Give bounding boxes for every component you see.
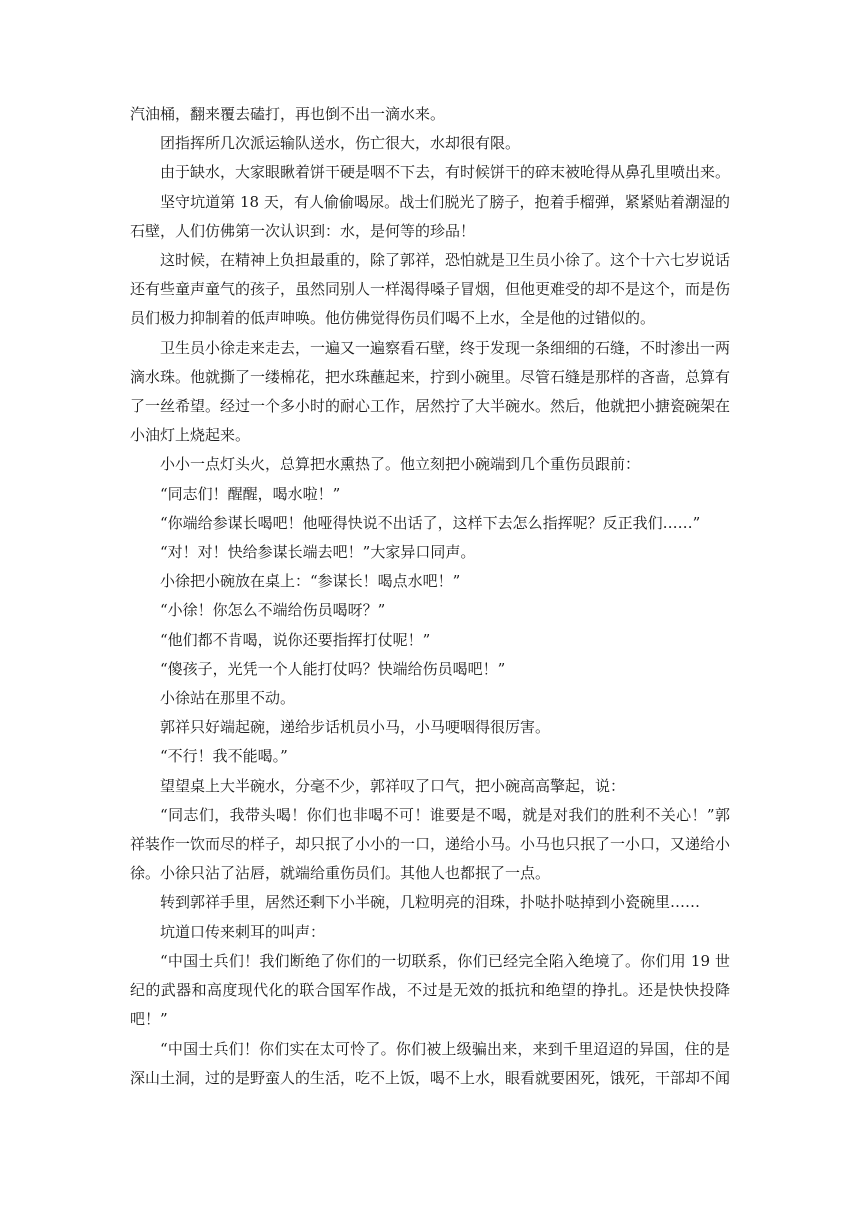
- paragraph: “傻孩子，光凭一个人能打仗吗？快端给伤员喝吧！”: [160, 659, 506, 678]
- paragraph: 卫生员小徐走来走去，一遍又一遍察看石壁，终于发现一条细细的石缝，不时渗出一两滴水珠。他就撕了一缕棉花，把水珠蘸起来，拧到小碗里。尽管石缝是那样的吝啬，总算有了一丝希望。经过一个多小时的耐心工作，居然拧了大半碗水。然后，他就把小搪瓷碗架在小油灯上烧起来。: [130, 338, 731, 445]
- paragraph: 小徐站在那里不动。: [160, 689, 296, 708]
- paragraph: “他们都不肯喝，说你还要指挥打仗呢！”: [160, 630, 431, 649]
- paragraph: 坚守坑道第 18 天，有人偷偷喝尿。战士们脱光了膀子，抱着手榴弹，紧紧贴着潮湿的石壁，人们仿佛第一次认识到：水，是何等的珍品！: [130, 192, 730, 240]
- paragraph: “同志们！醒醒，喝水啦！”: [160, 484, 341, 503]
- paragraph: 这时候，在精神上负担最重的，除了郭祥，恐怕就是卫生员小徐了。这个十六七岁说话还有些童声童气的孩子，虽然同别人一样渴得嗓子冒烟，但他更难受的却不是这个，而是伤员们极力抑制着的低声呻唤。他仿佛觉得伤员们喝不上水，全是他的过错似的。: [130, 251, 731, 328]
- paragraph: “不行！我不能喝。”: [160, 747, 288, 766]
- paragraph: 坑道口传来刺耳的叫声：: [160, 922, 326, 941]
- paragraph: “中国士兵们！你们实在太可怜了。你们被上级骗出来，来到千里迢迢的异国，住的是深山土洞，过的是野蛮人的生活，吃不上饭，喝不上水，眼看就要困死，饿死，干部却不闻: [130, 1039, 731, 1087]
- paragraph: 团指挥所几次派运输队送水，伤亡很大，水却很有限。: [160, 134, 521, 153]
- paragraph: 由于缺水，大家眼瞅着饼干硬是咽不下去，有时候饼干的碎末被呛得从鼻孔里喷出来。: [160, 163, 731, 182]
- paragraph: “小徐！你怎么不端给伤员喝呀？”: [160, 601, 386, 620]
- paragraph: 小小一点灯头火，总算把水熏热了。他立刻把小碗端到几个重伤员跟前：: [160, 455, 641, 474]
- paragraph: “对！对！快给参谋长端去吧！”大家异口同声。: [160, 543, 476, 562]
- paragraph: “你端给参谋长喝吧！他哑得快说不出话了，这样下去怎么指挥呢？反正我们……”: [160, 513, 701, 532]
- paragraph: “同志们，我带头喝！你们也非喝不可！谁要是不喝，就是对我们的胜利不关心！”郭祥装作一饮而尽的样子，却只抿了小小的一口，递给小马。小马也只抿了一小口，又递给小徐。小徐只沾了沾唇，就端给重伤员们。其他人也都抿了一点。: [130, 805, 731, 883]
- document-page: [130, 100, 730, 1093]
- paragraph: 转到郭祥手里，居然还剩下小半碗，几粒明亮的泪珠，扑哒扑哒掉到小瓷碗里……: [160, 893, 701, 912]
- paragraph: 望望桌上大半碗水，分毫不少，郭祥叹了口气，把小碗高高擎起，说：: [160, 776, 626, 795]
- paragraph: 小徐把小碗放在桌上：“参谋长！喝点水吧！”: [160, 572, 461, 591]
- paragraph: 汽油桶，翻来覆去磕打，再也倒不出一滴水来。: [130, 105, 446, 123]
- paragraph: 郭祥只好端起碗，递给步话机员小马，小马哽咽得很厉害。: [160, 718, 551, 737]
- paragraph: “中国士兵们！我们断绝了你们的一切联系，你们已经完全陷入绝境了。你们用 19 世纪的武器和高度现代化的联合国军作战，不过是无效的抵抗和绝望的挣扎。还是快快投降吧！”: [130, 951, 730, 1029]
